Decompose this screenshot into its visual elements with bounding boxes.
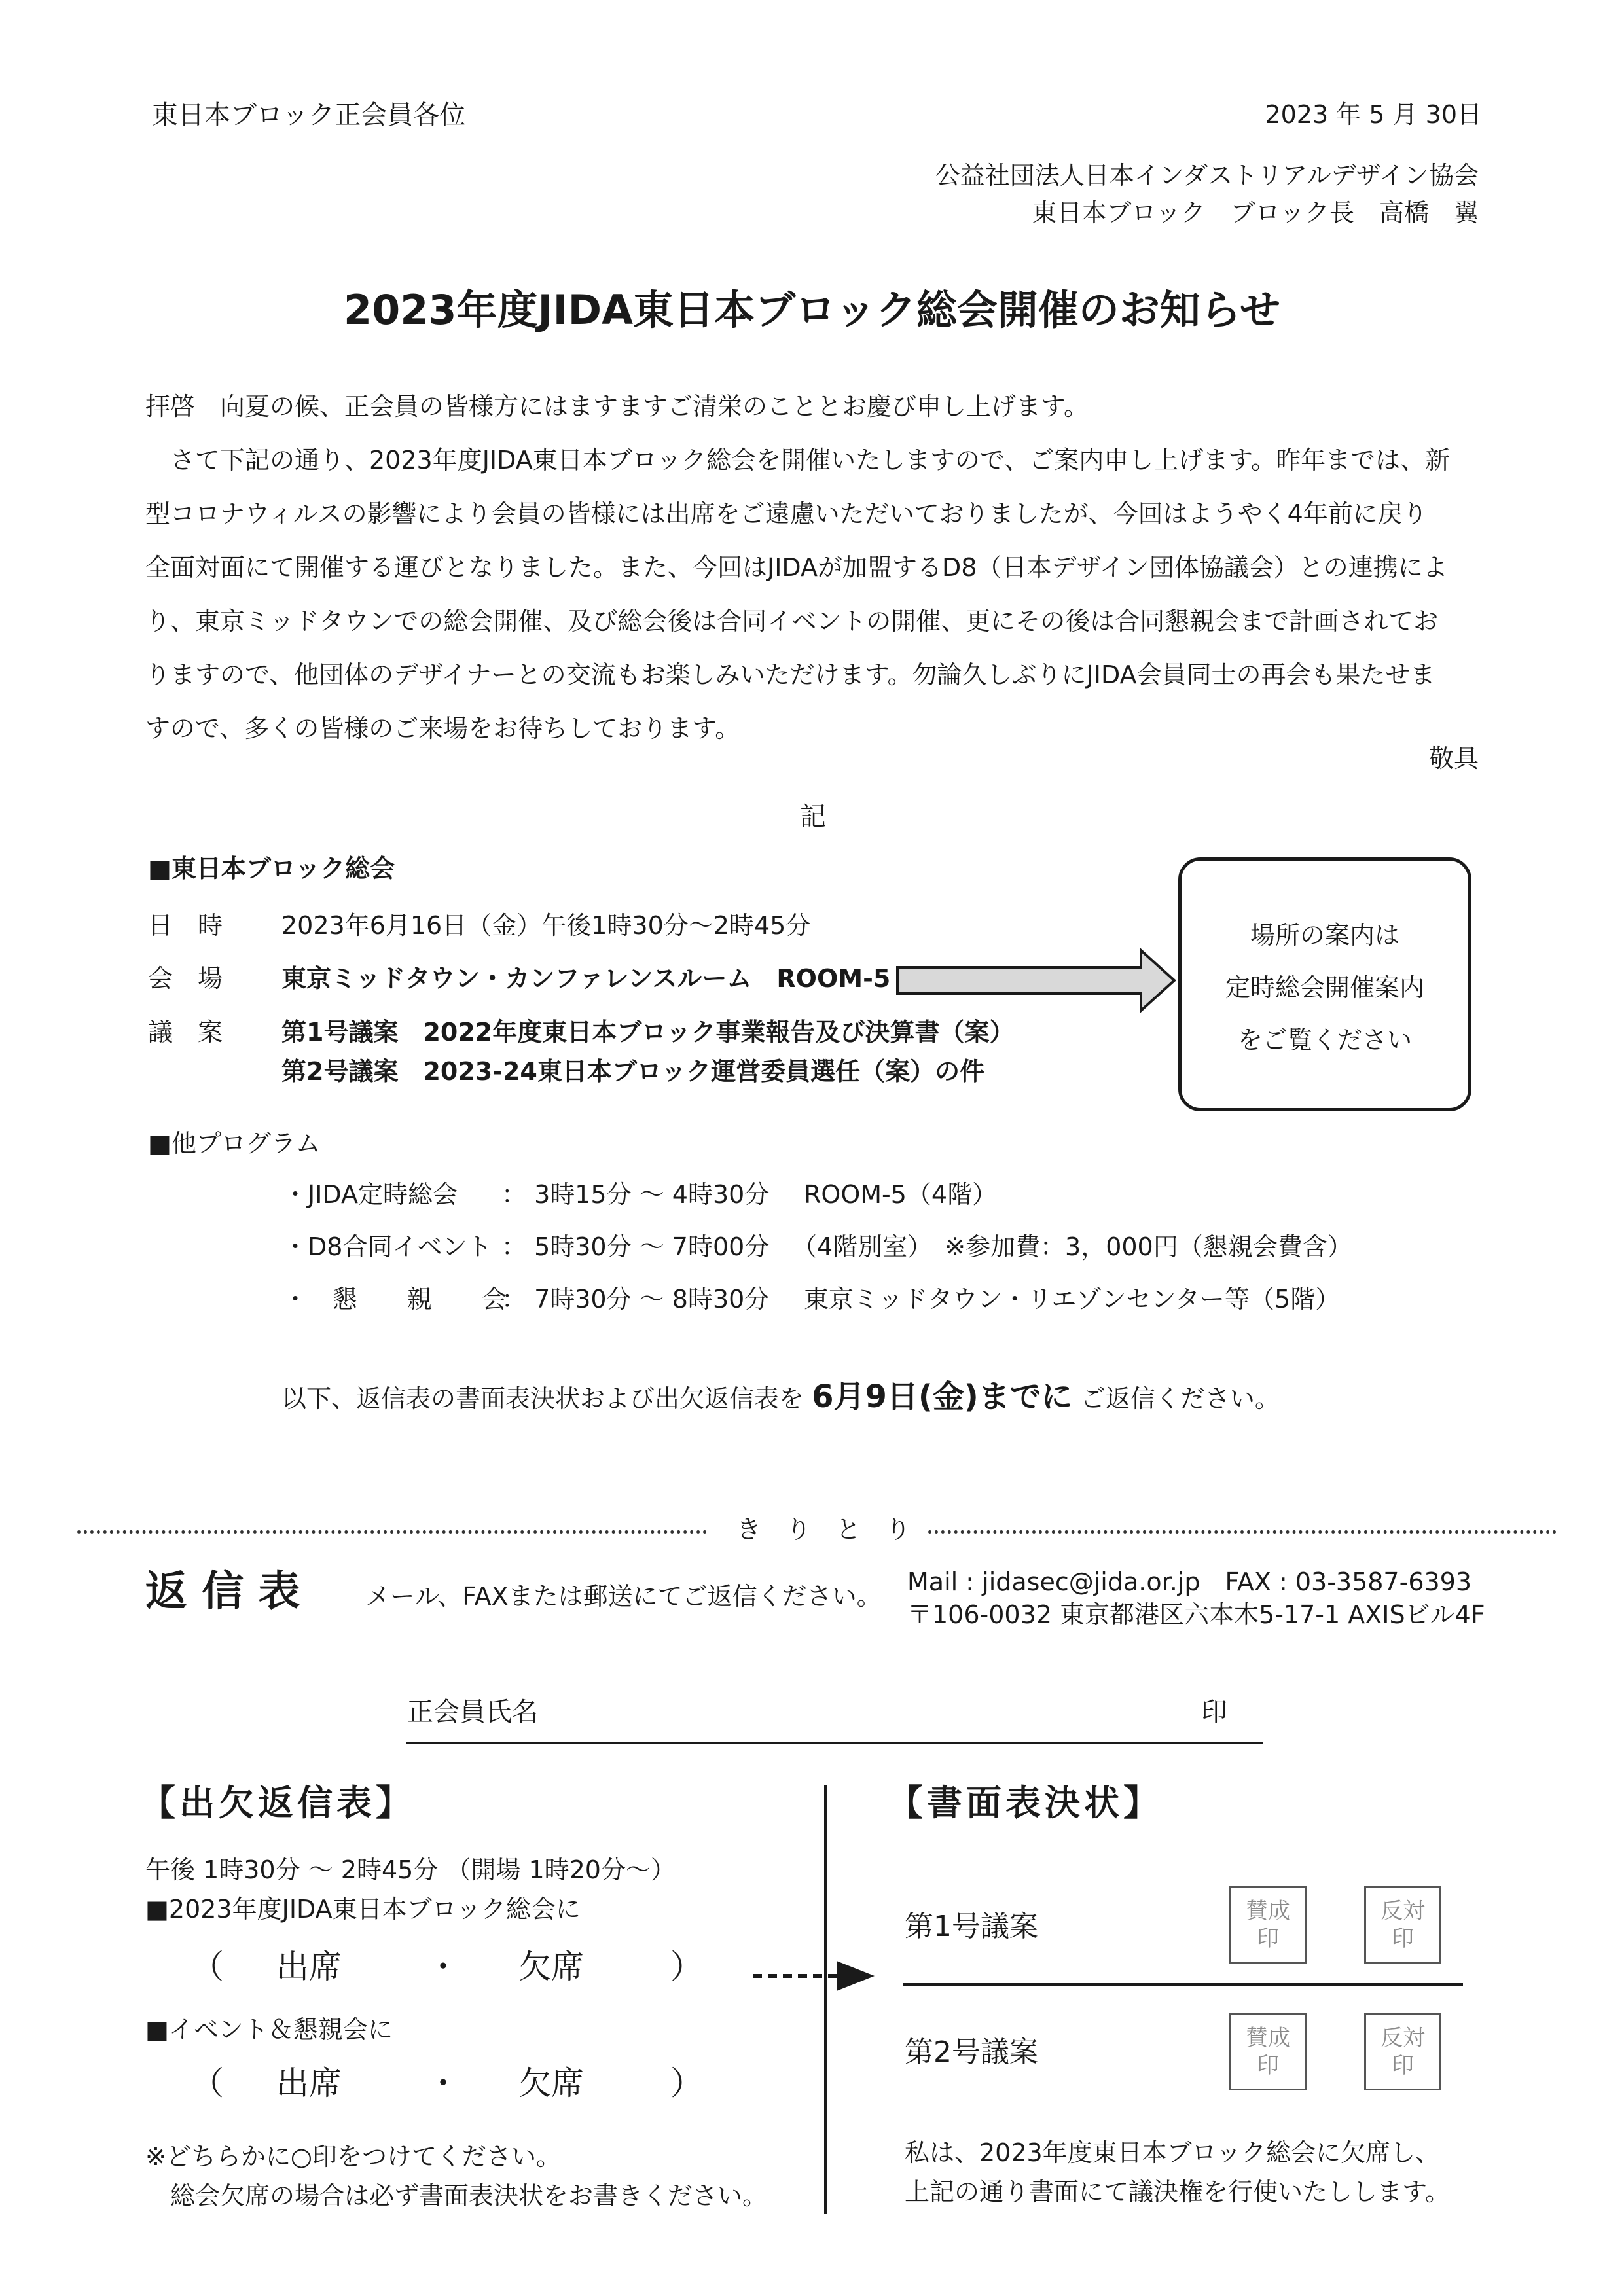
venue-value: 東京ミッドタウン・カンファレンスルーム ROOM-5 [281, 964, 891, 993]
approve-seal-box-1[interactable] [1229, 1886, 1307, 1964]
attend-option-2[interactable]: 出席 [276, 2064, 342, 2102]
program-name: ・D8合同イベント [283, 1232, 492, 1261]
cut-line-right [928, 1530, 1557, 1534]
sender-name: 東日本ブロック ブロック長 高橋 翼 [1032, 198, 1479, 227]
oppose-seal-box-1[interactable] [1364, 1886, 1441, 1964]
reply-form-title: 返 信 表 [145, 1568, 300, 1616]
attend-option-1[interactable]: 出席 [276, 1948, 342, 1986]
proxy-agenda-1: 第1号議案 [905, 1910, 1038, 1943]
body-line: 全面対面にて開催する運びとなりました。また、今回はJIDAが加盟するD8（日本デザイン団体協議会）との連携によ [145, 553, 1448, 582]
programs-heading: ■他プログラム [148, 1129, 321, 1158]
venue-note-box [1178, 857, 1471, 1111]
body-line: さて下記の通り、2023年度JIDA東日本ブロック総会を開催いたしますので、ご案内申し上げます。昨年までは、新 [145, 446, 1451, 475]
program-time: ： 5時30分 〜 7時00分 [501, 1232, 770, 1261]
seal-mark: 印 [1257, 2053, 1279, 2079]
oppose-seal-box-2[interactable] [1364, 2013, 1441, 2090]
approve-label: 賛成 [1246, 1898, 1290, 1924]
deadline-suffix: ご返信ください。 [1080, 1384, 1280, 1413]
proxy-statement-2: 上記の通り書面にて議決権を行使いたしします。 [905, 2178, 1450, 2206]
contact-mail-fax: Mail : jidasec@jida.or.jp FAX : 03-3587-6393 [907, 1568, 1472, 1596]
attendance-note-1: ※どちらかに○印をつけてください。 [145, 2142, 561, 2171]
proxy-agenda-2: 第2号議案 [905, 2036, 1038, 2069]
approve-seal-box-2[interactable] [1229, 2013, 1307, 2090]
deadline-prefix: 以下、返信表の書面表決状および出欠返信表を [281, 1384, 804, 1413]
absent-option-2[interactable]: 欠席 [518, 2064, 584, 2102]
arrow-right-icon [751, 1958, 876, 1994]
option-separator: ・ [427, 1948, 460, 1986]
absent-option-1[interactable]: 欠席 [518, 1948, 584, 1986]
oppose-label: 反対 [1380, 2025, 1425, 2051]
venue-note-line: 場所の案内は [1250, 921, 1399, 950]
option-separator: ・ [427, 2064, 460, 2102]
document-date: 2023 年 5 月 30日 [1265, 100, 1482, 129]
seal-mark: 印 [1257, 1926, 1279, 1952]
agenda-item-1: 第1号議案 2022年度東日本ブロック事業報告及び決算書（案） [281, 1018, 1015, 1047]
program-detail: ROOM-5（4階） [804, 1180, 998, 1209]
venue-label: 会 場 [148, 964, 223, 993]
seal-mark: 印 [1392, 1926, 1414, 1952]
meeting-heading: ■東日本ブロック総会 [148, 854, 395, 883]
body-line: り、東京ミッドタウンでの総会開催、及び総会後は合同イベントの開催、更にその後は合同懇親会まで計画されてお [145, 607, 1439, 636]
attendance-question-1: ■2023年度JIDA東日本ブロック総会に [145, 1895, 581, 1924]
proxy-divider [903, 1983, 1463, 1986]
attendance-time: 午後 1時30分 〜 2時45分 （開場 1時20分〜） [145, 1856, 676, 1884]
sender-organization: 公益社団法人日本インダストリアルデザイン協会 [935, 161, 1479, 190]
proxy-heading: 【書面表決状】 [888, 1782, 1163, 1823]
member-name-label: 正会員氏名 [407, 1697, 538, 1727]
attendance-heading: 【出欠返信表】 [140, 1782, 415, 1823]
greeting-body [145, 380, 1490, 755]
cut-line-left [77, 1530, 707, 1534]
body-line: 型コロナウィルスの影響により会員の皆様には出席をご遠慮いただいておりましたが、今回はようやく4年前に戻り [145, 499, 1428, 528]
attendance-note-2: 総会欠席の場合は必ず書面表決状をお書きください。 [145, 2181, 768, 2210]
ki-mark: 記 [800, 802, 826, 832]
oppose-label: 反対 [1380, 1898, 1425, 1924]
approve-label: 賛成 [1246, 2025, 1290, 2051]
member-name-field[interactable] [406, 1742, 1263, 1744]
proxy-statement-1: 私は、2023年度東日本ブロック総会に欠席し、 [905, 2138, 1440, 2167]
body-line: すので、多くの皆様のご来場をお待ちしております。 [145, 714, 740, 743]
reply-deadline [281, 1378, 1280, 1415]
closing-word: 敬具 [1428, 744, 1479, 773]
attendance-question-2: ■イベント＆懇親会に [145, 2015, 393, 2044]
program-detail: 東京ミッドタウン・リエゾンセンター等（5階） [804, 1285, 1341, 1314]
seal-mark: 印 [1392, 2053, 1414, 2079]
page-title: 2023年度JIDA東日本ブロック総会開催のお知らせ [343, 286, 1281, 334]
program-name: ・ 懇 親 会 [283, 1285, 507, 1314]
venue-note-line: をご覧ください [1237, 1026, 1412, 1054]
open-paren: （ [191, 1948, 224, 1986]
program-time: ： 7時30分 〜 8時30分 [501, 1285, 770, 1314]
arrow-right-icon [895, 948, 1177, 1013]
open-paren: （ [191, 2064, 224, 2102]
cut-line-label: き り と り [736, 1515, 911, 1544]
body-line: 拝啓 向夏の候、正会員の皆様方にはますますご清栄のこととお慶び申し上げます。 [145, 392, 1089, 421]
body-line: りますので、他団体のデザイナーとの交流もお楽しみいただけます。勿論久しぶりにJIDA会員同士の再会も果たせま [145, 660, 1435, 689]
reply-instruction: メール、FAXまたは郵送にてご返信ください。 [365, 1582, 882, 1611]
program-time: ： 3時15分 〜 4時30分 [501, 1180, 770, 1209]
agenda-label: 議 案 [148, 1018, 223, 1047]
program-detail: （4階別室） ※参加費：3，000円（懇親会費含） [792, 1232, 1352, 1261]
close-paren: ） [670, 1948, 703, 1986]
date-label: 日 時 [148, 911, 223, 940]
program-name: ・JIDA定時総会 [283, 1180, 458, 1209]
deadline-date: 6月9日(金)までに [812, 1378, 1073, 1415]
contact-address: 〒106-0032 東京都港区六本木5-17-1 AXISビル4F [907, 1600, 1485, 1629]
date-value: 2023年6月16日（金）午後1時30分〜2時45分 [281, 911, 811, 940]
close-paren: ） [670, 2064, 703, 2102]
addressee: 東日本ブロック正会員各位 [152, 100, 466, 130]
venue-note-line: 定時総会開催案内 [1225, 973, 1424, 1002]
agenda-item-2: 第2号議案 2023-24東日本ブロック運営委員選任（案）の件 [281, 1057, 985, 1086]
seal-label: 印 [1201, 1697, 1227, 1727]
section-divider [824, 1785, 827, 2214]
